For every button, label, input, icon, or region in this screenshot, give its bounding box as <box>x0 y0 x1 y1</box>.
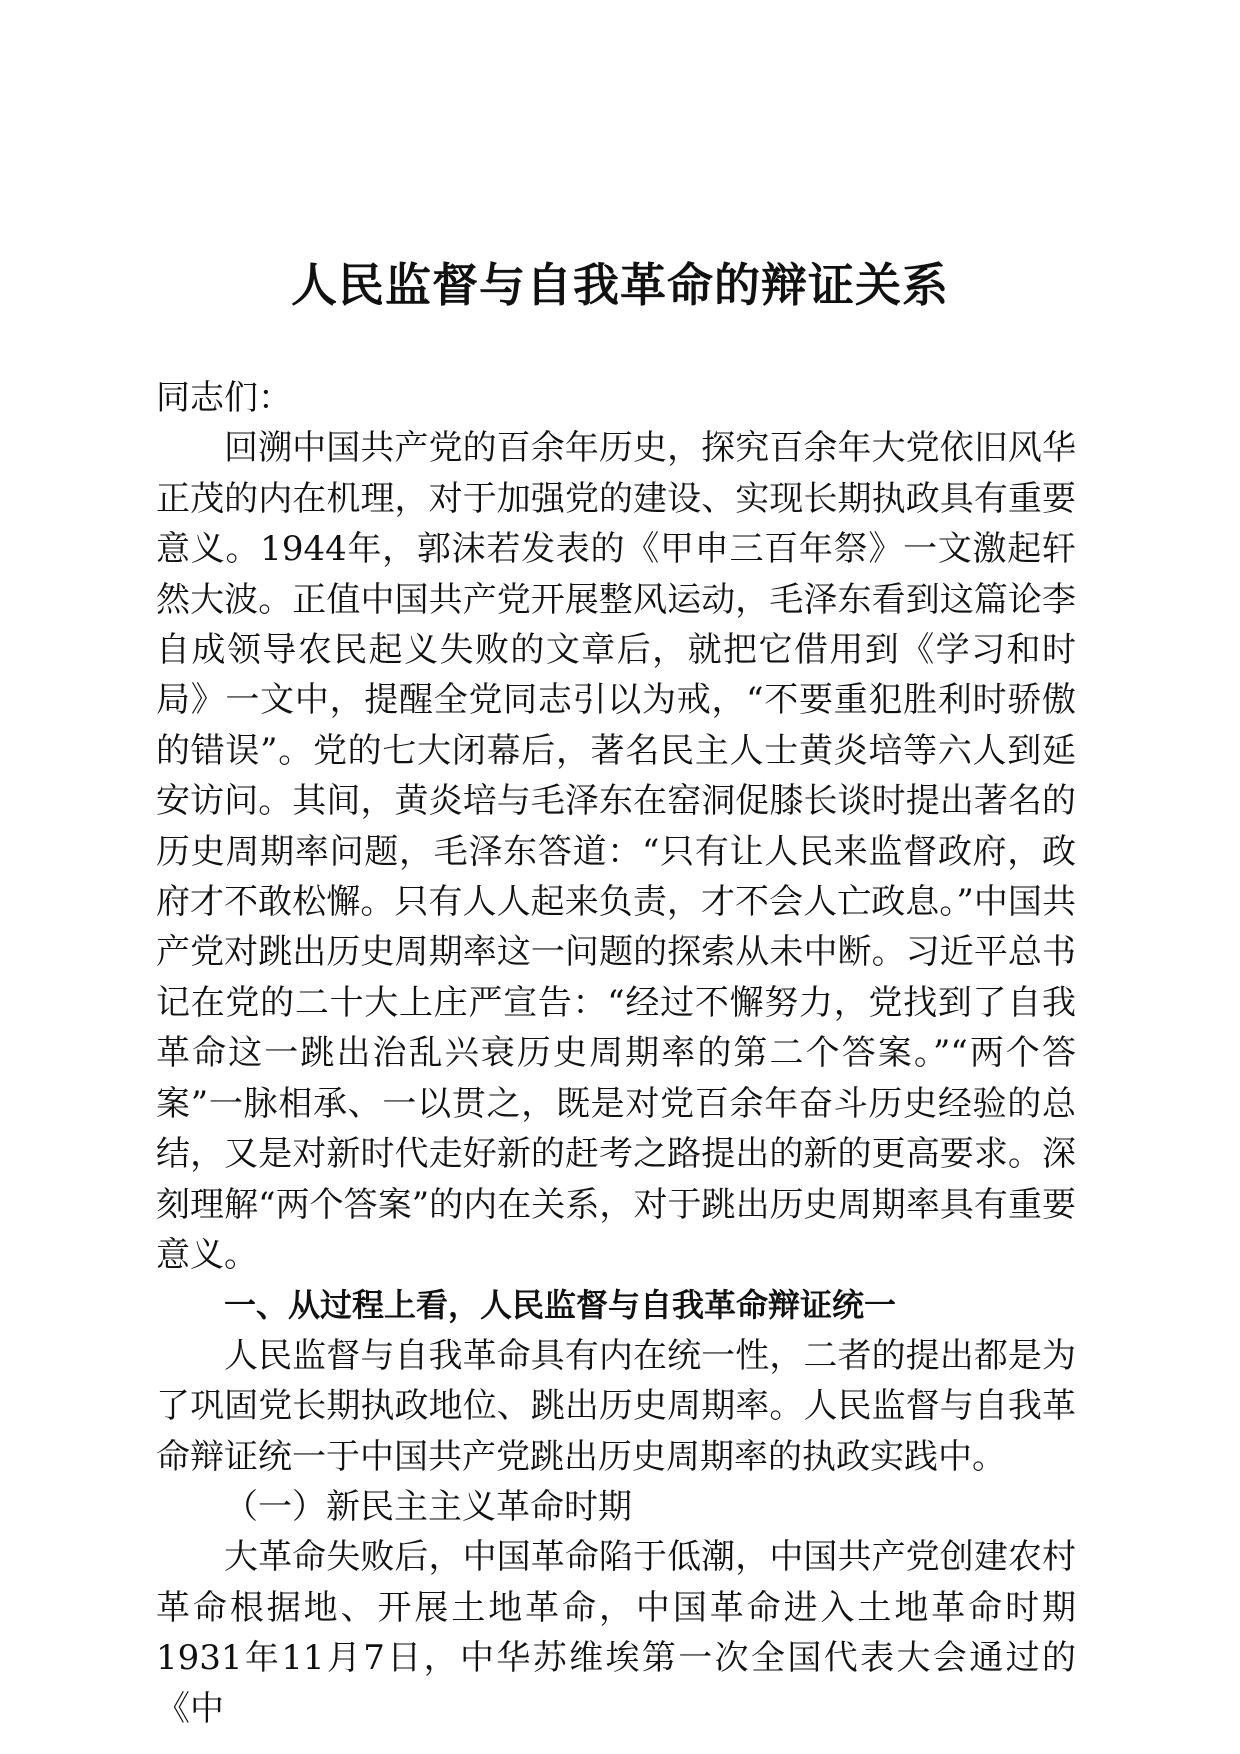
intro-paragraph: 回溯中国共产党的百余年历史，探究百余年大党依旧风华正茂的内在机理，对于加强党的建设、实现长期执政具有重要意义。1944年，郭沫若发表的《甲申三百年祭》一文激起轩然大波。正值中国共产党开展整风运动，毛泽东看到这篇论李自成领导农民起义失败的文章后，就把它借用到《学习和时局》一文中，提醒全党同志引以为戒，“不要重犯胜利时骄傲的错误”。党的七大闭幕后，著名民主人士黄炎培等六人到延安访问。其间，黄炎培与毛泽东在窑洞促膝长谈时提出著名的历史周期率问题，毛泽东答道：“只有让人民来监督政府，政府才不敢松懈。只有人人起来负责，才不会人亡政息。”中国共产党对跳出历史周期率这一问题的探索从未中断。习近平总书记在党的二十大上庄严宣告：“经过不懈努力，党找到了自我革命这一跳出治乱兴衰历史周期率的第二个答案。”“两个答案”一脉相承、一以贯之，既是对党百余年奋斗历史经验的总结，又是对新时代走好新的赶考之路提出的新的更高要求。深刻理解“两个答案”的内在关系，对于跳出历史周期率具有重要意义。 <box>156 428 1076 1275</box>
section-1-paragraph: 人民监督与自我革命具有内在统一性，二者的提出都是为了巩固党长期执政地位、跳出历史周期率。人民监督与自我革命辩证统一于中国共产党跳出历史周期率的执政实践中。 <box>156 1335 1076 1477</box>
subsection-1-paragraph: 大革命失败后，中国革命陷于低潮，中国共产党创建农村革命根据地、开展土地革命，中国革命进入土地革命时期1931年11月7日，中华苏维埃第一次全国代表大会通过的《中 <box>156 1537 1076 1729</box>
subsection-heading-1: （一）新民主主义革命时期 <box>224 1486 632 1527</box>
section-heading-1: 一、从过程上看，人民监督与自我革命辩证统一 <box>224 1286 897 1325</box>
document-title: 人民监督与自我革命的辩证关系 <box>291 258 949 312</box>
salutation: 同志们： <box>156 378 292 418</box>
document-body <box>156 373 1076 1734</box>
